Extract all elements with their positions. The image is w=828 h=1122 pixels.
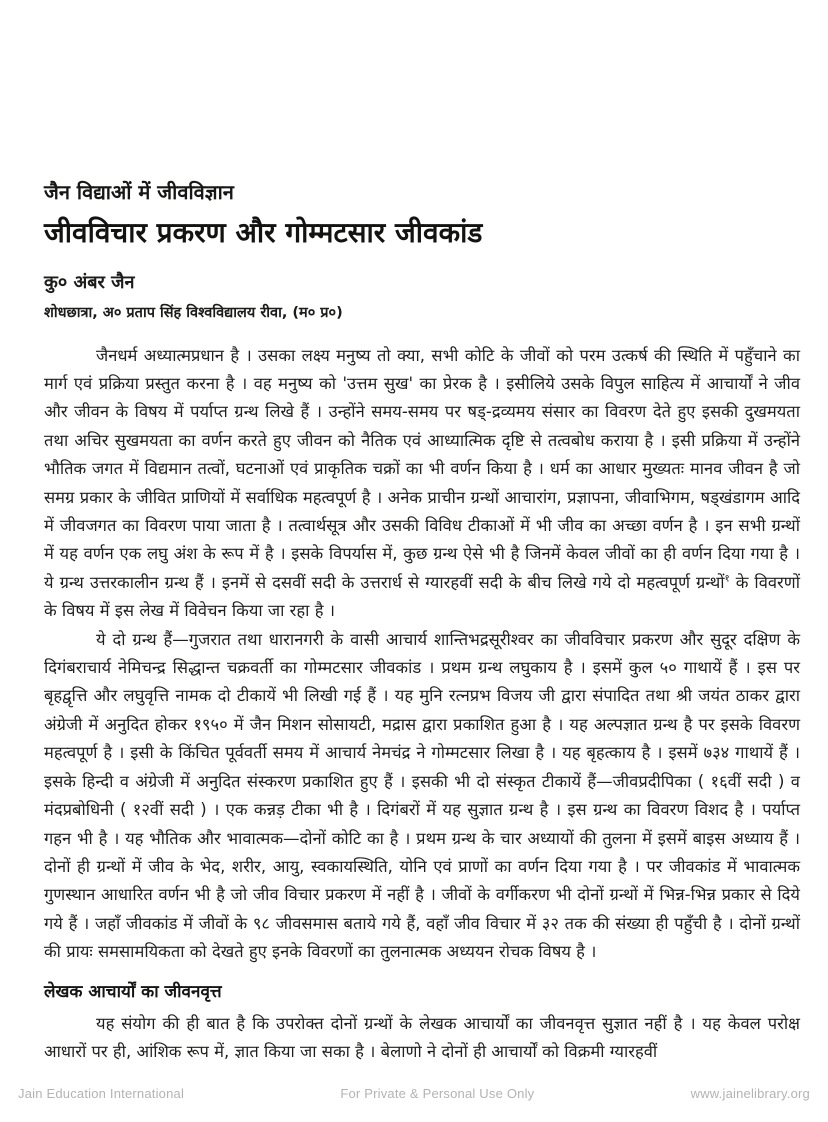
article-kicker: जैन विद्याओं में जीवविज्ञान [44,180,234,204]
paragraph-1-text: जैनधर्म अध्यात्मप्रधान है । उसका लक्ष्य मनुष्य तो क्या, सभी कोटि के जीवों को परम उत्कर्ष की स्थिति में पहुँचाने का मार्ग एवं प्रक्रिया प्रस्तुत करना है । वह मनुष्य को 'उत्तम सुख' का प्रेरक है । इसीलिये उसके विपुल साहित्य में आचार्यों ने जीव और जीवन के विषय में पर्याप्त ग्रन्थ लिखे हैं । उन्होंने समय-समय पर षड्-द्रव्यमय संसार का विवरण देते हुए इसकी दुखमयता तथा अचिर सुखमयता का वर्णन करते हुए जीवन को नैतिक एवं आध्यात्मिक दृष्टि से तत्वबोध कराया है । इसी प्रक्रिया में उन्होंने भौतिक जगत में विद्यमान तत्वों, घटनाओं एवं प्राकृतिक चक्रों का भी वर्णन किया है । धर्म का आधार मुख्यतः मानव जीवन है जो समग्र प्रकार के जीवित प्राणियों में सर्वाधिक महत्वपूर्ण है । अनेक प्राचीन ग्रन्थों आचारांग, प्रज्ञापना, जीवाभिगम, षड्खंडागम आदि में जीवजगत का विवरण पाया जाता है । तत्वार्थसूत्र और उसकी विविध टीकाओं में भी जीव का अच्छा वर्णन है । इन सभी ग्रन्थों में यह वर्णन एक लघु अंश के रूप में है । इसके विपर्यास में, कुछ ग्रन्थ ऐसे भी है जिनमें केवल जीवों का ही वर्णन दिया गया है । ये ग्रन्थ उत्तरकालीन ग्रन्थ हैं । इनमें से दसवीं सदी के उत्तरार्ध से ग्यारहवीं सदी के बीच लिखे गये दो महत्वपूर्ण ग्रन्थों [44,345,800,592]
footer-publisher: Jain Education International [18,1086,185,1101]
article-body [44,342,800,1067]
footer-website: www.jainelibrary.org [690,1086,810,1101]
scan-footer [0,1086,828,1101]
author-name: कु० अंबर जैन [44,271,135,293]
paragraph-1 [44,342,800,626]
footnote-marker-1: १ [724,573,730,585]
paragraph-2: ये दो ग्रन्थ हैं—गुजरात तथा धारानगरी के वासी आचार्य शान्तिभद्रसूरीश्वर का जीवविचार प्रकरण और सुदूर दक्षिण के दिगंबराचार्य नेमिचन्द्र सिद्धान्त चक्रवर्ती का गोम्मटसार जीवकांड । प्रथम ग्रन्थ लघुकाय है । इसमें कुल ५० गाथायें हैं । इस पर बृहद्वृत्ति और लघुवृत्ति नामक दो टीकायें भी लिखी गई हैं । यह मुनि रत्नप्रभ विजय जी द्वारा संपादित तथा श्री जयंत ठाकर द्वारा अंग्रेजी में अनुदित होकर १९५० में जैन मिशन सोसायटी, मद्रास द्वारा प्रकाशित हुआ है । यह अल्पज्ञात ग्रन्थ है पर इसके विवरण महत्वपूर्ण है । इसी के किंचित पूर्ववर्ती समय में आचार्य नेमचंद्र ने गोम्मटसार लिखा है । यह बृहत्काय है । इसमें ७३४ गाथायें हैं । इसके हिन्दी व अंग्रेजी में अनुदित संस्करण प्रकाशित हुए हैं । इसकी भी दो संस्कृत टीकायें हैं—जीवप्रदीपिका ( १६वीं सदी ) व मंदप्रबोधिनी ( १२वीं सदी ) । एक कन्नड़ टीका भी है । दिगंबरों में यह सुज्ञात ग्रन्थ है । इस ग्रन्थ का विवरण विशद है । पर्याप्त गहन भी है । यह भौतिक और भावात्मक—दोनों कोटि का है । प्रथम ग्रन्थ के चार अध्यायों की तुलना में इसमें बाइस अध्याय हैं । दोनों ही ग्रन्थों में जीव के भेद, शरीर, आयु, स्वकायस्थिति, योनि एवं प्राणों का वर्णन दिया गया है । पर जीवकांड में भावात्मक गुणस्थान आधारित वर्णन भी है जो जीव विचार प्रकरण में नहीं है । जीवों के वर्गीकरण भी दोनों ग्रन्थों में भिन्न-भिन्न प्रकार से दिये गये हैं । जहाँ जीवकांड में जीवों के ९८ जीवसमास बताये गये हैं, वहाँ जीव विचार में ३२ तक की संख्या ही पहुँची है । दोनों ग्रन्थों की प्रायः समसामयिकता को देखते हुए इनके विवरणों का तुलनात्मक अध्ययन रोचक विषय है । [44,629,800,962]
section-heading-authors-biography: लेखक आचार्यों का जीवनवृत्त [44,981,222,1002]
footer-usage-note: For Private & Personal Use Only [340,1086,535,1101]
article-content [44,180,800,1066]
article-title: जीवविचार प्रकरण और गोम्मटसार जीवकांड [44,216,483,249]
paragraph-1-text-cont: के विवरणों के विषय में इस लेख में विवेचन किया जा रहा है । [44,572,800,621]
paragraph-3: यह संयोग की ही बात है कि उपरोक्त दोनों ग्रन्थों के लेखक आचार्यों का जीवनवृत्त सुज्ञात नहीं है । यह केवल परोक्ष आधारों पर ही, आंशिक रूप में, ज्ञात किया जा सका है । बेलाणो ने दोनों ही आचार्यों को विक्रमी ग्यारहवीं [44,1013,800,1061]
author-affiliation: शोधछात्रा, अ० प्रताप सिंह विश्वविद्यालय रीवा, (म० प्र०) [44,304,343,321]
